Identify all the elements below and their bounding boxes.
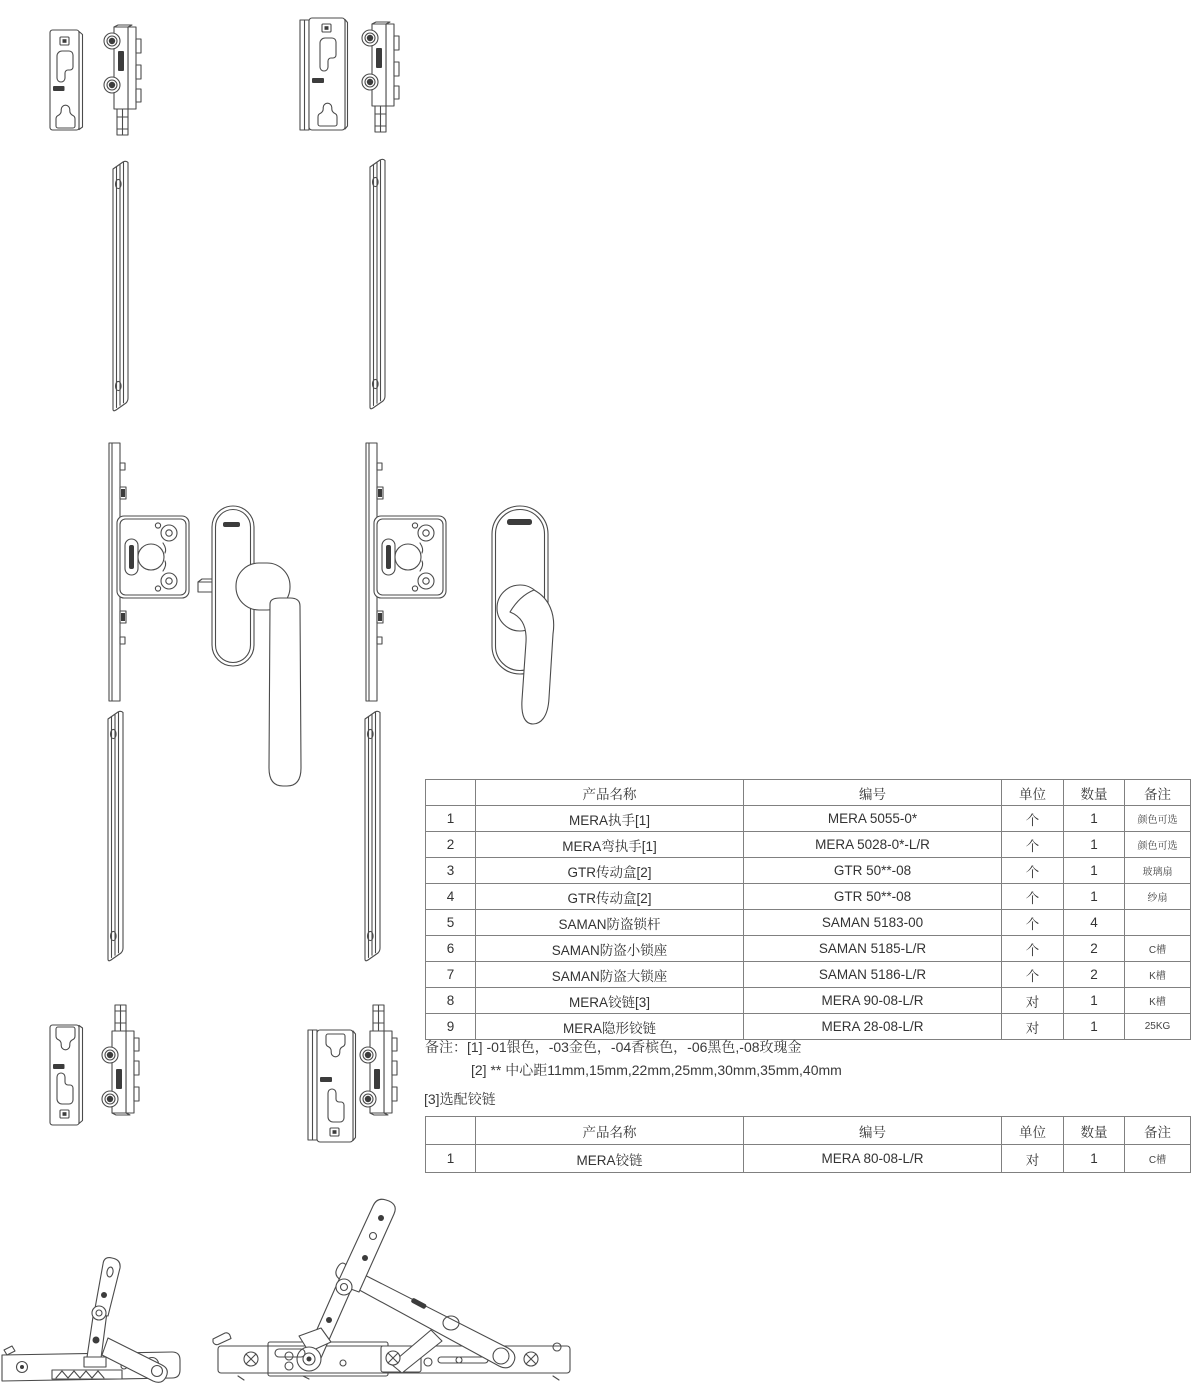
table-row: 9 MERA隐形铰链 MERA 28-08-L/R 对 1 25KG <box>426 1014 1191 1040</box>
small-lock-keeper-drawing-top <box>50 30 83 130</box>
lock-block-drawing-top-left <box>104 25 141 135</box>
note-line-1: 备注：[1] -01银色，-03金色，-04香槟色，-06黑色,-08玫瑰金 <box>425 1039 802 1055</box>
table-row: 1 MERA铰链 MERA 80-08-L/R 对 1 C槽 <box>426 1145 1191 1173</box>
table-row: 3 GTR传动盒[2] GTR 50**-08 个 1 玻璃扇 <box>426 858 1191 884</box>
table-notes <box>425 1036 842 1082</box>
header-code: 编号 <box>744 780 1002 806</box>
optional-hinge-label: [3]选配铰链 <box>424 1091 496 1107</box>
large-lock-keeper-drawing-bottom <box>308 1030 356 1142</box>
table-row: 4 GTR传动盒[2] GTR 50**-08 个 1 纱扇 <box>426 884 1191 910</box>
header-remark: 备注 <box>1125 780 1191 806</box>
header-qty: 数量 <box>1064 780 1125 806</box>
table-row: 2 MERA弯执手[1] MERA 5028-0*-L/R 个 1 颜色可选 <box>426 832 1191 858</box>
header-unit: 单位 <box>1002 1117 1064 1145</box>
header-unit: 单位 <box>1002 780 1064 806</box>
table-row: 8 MERA铰链[3] MERA 90-08-L/R 对 1 K槽 <box>426 988 1191 1014</box>
table-row: 1 MERA执手[1] MERA 5055-0* 个 1 颜色可选 <box>426 806 1191 832</box>
hinge-large-drawing <box>213 1199 570 1380</box>
gearbox-drawing-right <box>374 516 446 598</box>
table-header-row <box>426 1117 1191 1145</box>
header-index <box>426 1117 476 1145</box>
header-remark: 备注 <box>1125 1117 1191 1145</box>
header-code: 编号 <box>744 1117 1002 1145</box>
lock-rod-drawing-lower-left <box>108 711 123 960</box>
table-row: 6 SAMAN防盗小锁座 SAMAN 5185-L/R 个 2 C槽 <box>426 936 1191 962</box>
lock-rod-drawing-upper-left <box>113 161 128 410</box>
lock-block-drawing-top-right <box>362 22 399 132</box>
small-lock-keeper-drawing-bottom <box>50 1025 83 1125</box>
optional-hinge-table <box>425 1116 1191 1173</box>
handle-side-view-drawing <box>198 506 301 786</box>
lock-block-drawing-bottom-left <box>102 1005 139 1115</box>
header-index <box>426 780 476 806</box>
large-lock-keeper-drawing-top <box>300 18 348 130</box>
lock-block-drawing-bottom-right <box>360 1005 397 1115</box>
header-product-name: 产品名称 <box>476 1117 744 1145</box>
table-row: 5 SAMAN防盗锁杆 SAMAN 5183-00 个 4 <box>426 910 1191 936</box>
header-product-name: 产品名称 <box>476 780 744 806</box>
hinge-small-drawing <box>2 1258 180 1383</box>
gearbox-drawing-left <box>117 516 189 598</box>
main-parts-table <box>425 779 1191 1040</box>
table-row: 7 SAMAN防盗大锁座 SAMAN 5186-L/R 个 2 K槽 <box>426 962 1191 988</box>
table-header-row <box>426 780 1191 806</box>
lock-rod-drawing-lower-right <box>365 711 380 960</box>
note-line-2: [2] ** 中心距11mm,15mm,22mm,25mm,30mm,35mm,40mm <box>471 1062 842 1078</box>
lock-rod-drawing-upper-right <box>370 159 385 408</box>
handle-front-view-drawing <box>492 506 554 724</box>
header-qty: 数量 <box>1064 1117 1125 1145</box>
